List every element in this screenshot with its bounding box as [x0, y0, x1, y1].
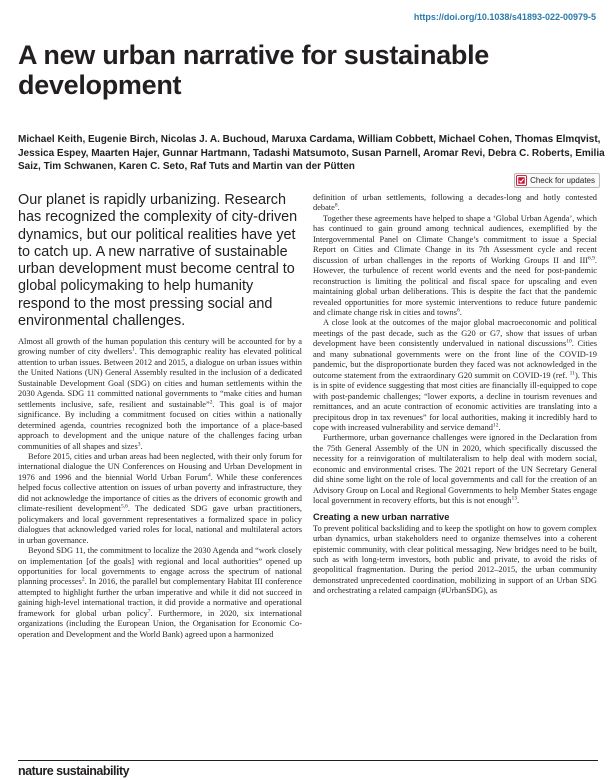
- doi-link[interactable]: https://doi.org/10.1038/s41893-022-00979-5: [413, 12, 596, 22]
- citation-ref[interactable]: 10: [566, 338, 572, 345]
- paragraph: Together these agreements have helped to shape a ‘Global Urban Agenda’, which has continued to gain ground among technical audiences, exemplified by the Intergovernmental Panel on Climate Change’s commitment to issue a Special Report on Cities and Climate Change in its 7th Assessment cycle and recent discussion of urban challenges in the reports of Working Groups II and III$^{6,9}$. However, the turbulence of recent world events and the need for post-pandemic reconstruction is limiting the political and fiscal space for upscaling and even maintaining global urban deliberations. This is despite the fact that the pandemic revealed opportunities for more systemic interventions to reduce future pandemic and climate change risk in cities and towns$^6$.: [313, 213, 597, 317]
- paragraph: Before 2015, cities and urban areas had been neglected, with their only forum for international dialogue the UN Conferences on Housing and Urban Development in 1976 and 1996 and the biennial World Urban Forum$^4$. While these conferences helped focus collective attention on issues of urban poverty and infrastructure, they did not acknowledge the importance of cities as the drivers of economic growth and climate-resilient development$^{5,6}$. The dedicated SDG gave urban practitioners, policymakers and local government representatives a formalized space in policy dialogues that acknowledged varied roles for local, national and multilateral actors in urban governance.: [18, 451, 302, 545]
- check-updates-label: Check for updates: [530, 176, 595, 185]
- right-column: [313, 193, 597, 771]
- standfirst: Our planet is rapidly urbanizing. Research has recognized the complexity of city-driven dynamics, but our political realities have yet to catch up. A new narrative of sustainable urban development must become central to global policymaking to help humanity respond to the most pressing social and environmental challenges.: [18, 192, 298, 330]
- citation-ref[interactable]: 2: [81, 576, 85, 583]
- paragraph: definition of urban settlements, following a decades-long and hotly contested debate$^8$.: [313, 193, 597, 213]
- journal-name: nature sustainability: [18, 764, 130, 778]
- paragraph: Beyond SDG 11, the commitment to localize the 2030 Agenda and “work closely on implementation [of the goals] with regional and local authorities” opened up opportunities for local governments to engage across the spectrum of national planning processes$^2$. In 2016, the parallel but complementary Habitat III conference attempted to highlight further the urban imperative and while it did not succeed in gaining high-level international traction, it did provide a normative and operational framework for global urban policy$^7$. Furthermore, in 2020, six international organizations (including the European Union, the Organisation for Economic Co-operation and Development and the World Bank) agreed upon a harmonized: [18, 546, 302, 639]
- citation-ref[interactable]: 6,9: [588, 255, 595, 262]
- citation-ref[interactable]: 13: [511, 495, 517, 502]
- section-heading: Creating a new urban narrative: [313, 511, 450, 522]
- left-column: [18, 337, 302, 762]
- paragraph: A close look at the outcomes of the major global macroeconomic and political meetings of the past decade, such as the G20 or G7, show that issues of urban development have been consistently undervalued in national discussions$^{10}$. Cities and many subnational governments were on the front line of the COVID-19 pandemic, but the disproportionate burden they faced was not acknowledged in the outcome statement from the extraordinary G20 summit on COVID-19 (ref. $^{11}$). This is in spite of evidence suggesting that most cities are financially ill-equipped to cope with post-pandemic challenges; “lower exports, a decline in tourism revenues and remittances, and an acute contraction of economic activities are translating into a precipitous drop in tax revenues” for local authorities, making it incredibly hard to cope with increased vulnerability and service demand$^{12}$.: [313, 318, 597, 432]
- citation-ref[interactable]: 7: [147, 608, 151, 615]
- citation-ref[interactable]: 8: [334, 202, 338, 209]
- citation-ref[interactable]: 11: [569, 370, 575, 377]
- citation-ref[interactable]: 1: [131, 346, 135, 353]
- article-title: A new urban narrative for sustainable development: [18, 40, 490, 100]
- citation-ref[interactable]: 4: [207, 472, 211, 479]
- author-list: Michael Keith, Eugenie Birch, Nicolas J. A. Buchoud, Maruxa Cardama, William Cobbett, Michael Cohen, Thomas Elmqvist, Jessica Espey, Maarten Hajer, Gunnar Hartmann, Tadashi Matsumoto, Susan Parnell, Aromar Revi, Debra C. Roberts, Emilia Saiz, Tim Schwanen, Karen C. Seto, Raf Tuts and Martin van der Pütten: [18, 134, 605, 173]
- paragraph: To prevent political backsliding and to keep the spotlight on how to govern complex urban dynamics, urban stakeholders need to organize themselves into a coherent epistemic community, with clear political messaging. New bridges need to be built, such as with long-term investors, both public and private, to avoid the risks of geopolitical fragmentation. During the period 2012–2015, the urban community demonstrated unprecedented coordination, mobilizing in support of an Urban SDG and orchestrating a related campaign (#UrbanSDG), as: [313, 523, 597, 596]
- paragraph: Almost all growth of the human population this century will be accounted for by a growing number of city dwellers$^1$. This demographic reality has elevated political attention to urban issues. Between 2012 and 2015, a dialogue on urban issues within the United Nations (UN) General Assembly resulted in the inclusion of a dedicated Sustainable Development Goal (SDG) on cities and human settlements within the 2030 Agenda. SDG 11 committed national governments to “make cities and human settlements inclusive, safe, resilient and sustainable”$^2$. This goal is of major significance. By including a commitment focused on cities within a nationally determined agenda, countries recognized both the importance of a place-based approach to development and the unique nature of the challenges facing urban communities of all shapes and sizes$^3$.: [18, 337, 302, 451]
- check-updates-icon: [516, 175, 527, 186]
- citation-ref[interactable]: 12: [493, 422, 499, 429]
- citation-ref[interactable]: 2: [209, 399, 213, 406]
- footer-rule: [18, 760, 598, 761]
- citation-ref[interactable]: 6: [456, 307, 460, 314]
- check-updates-button[interactable]: [514, 173, 600, 188]
- paragraph: Furthermore, urban governance challenges were ignored in the Declaration from the 75th General Assembly of the UN in 2020, which specifically discussed the necessity for a reinvigoration of multilateralism to help deal with modern social, economic and environmental crises. The 2021 report of the UN Secretary General did shine some light on the role of local governments and call for the creation of an Advisory Group on Local and Regional Governments to help Member States engage local government in recovery efforts, but this is not enough$^{13}$.: [313, 433, 597, 506]
- citation-ref[interactable]: 5,6: [120, 503, 128, 510]
- citation-ref[interactable]: 3: [137, 441, 141, 448]
